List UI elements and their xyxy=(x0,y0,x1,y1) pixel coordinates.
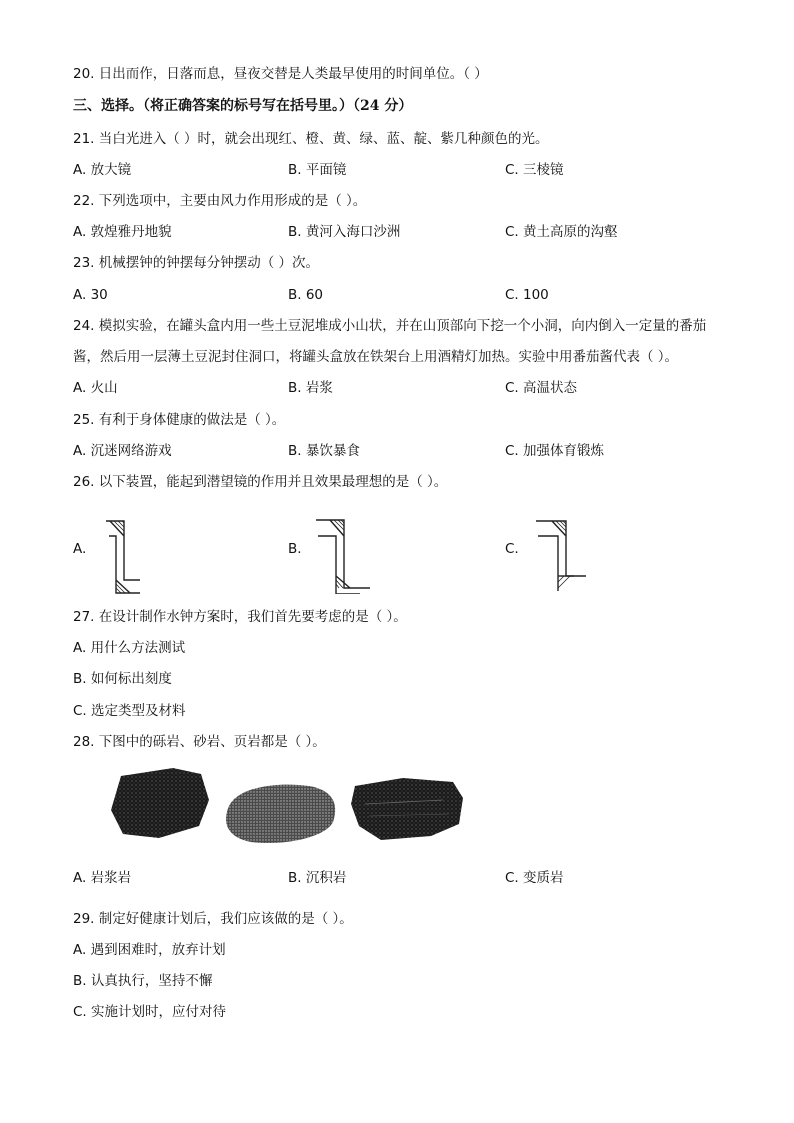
periscope-diagram-b-icon xyxy=(310,516,380,594)
question-21-option-c: C. 三棱镜 xyxy=(505,162,564,178)
question-28-option-b: B. 沉积岩 xyxy=(288,870,347,886)
question-29-option-a: A. 遇到困难时，放弃计划 xyxy=(73,942,226,958)
shale-rock-photo-icon xyxy=(351,778,463,840)
question-25-option-a: A. 沉迷网络游戏 xyxy=(73,443,172,459)
question-23-option-a: A. 30 xyxy=(73,287,108,303)
question-27-option-c: C. 选定类型及材料 xyxy=(73,703,186,719)
question-25-stem: 25. 有利于身体健康的做法是（ ）。 xyxy=(73,412,286,428)
question-24-option-a: A. 火山 xyxy=(73,380,118,396)
question-23-option-c: C. 100 xyxy=(505,287,549,303)
question-23-option-b: B. 60 xyxy=(288,287,324,303)
rock-photos-figure xyxy=(103,764,465,860)
question-24-stem-line-2: 酱，然后用一层薄土豆泥封住洞口，将罐头盒放在铁架台上用酒精灯加热。实验中用番茄酱代表（ ）。 xyxy=(73,349,679,365)
question-24-option-b: B. 岩浆 xyxy=(288,380,333,396)
sandstone-rock-photo-icon xyxy=(226,785,335,843)
question-27-option-a: A. 用什么方法测试 xyxy=(73,640,186,656)
question-20: 20. 日出而作，日落而息，昼夜交替是人类最早使用的时间单位。（ ） xyxy=(73,66,488,82)
question-21-option-a: A. 放大镜 xyxy=(73,162,132,178)
periscope-diagram-a-icon xyxy=(100,516,170,594)
question-21-option-b: B. 平面镜 xyxy=(288,162,347,178)
question-22-option-b: B. 黄河入海口沙洲 xyxy=(288,224,401,240)
question-29-option-c: C. 实施计划时，应付对待 xyxy=(73,1004,227,1020)
question-26-stem: 26. 以下装置，能起到潜望镜的作用并且效果最理想的是（ ）。 xyxy=(73,474,448,490)
question-21-stem: 21. 当白光进入（ ）时，就会出现红、橙、黄、绿、蓝、靛、紫几种颜色的光。 xyxy=(73,131,549,147)
question-28-option-a: A. 岩浆岩 xyxy=(73,870,132,886)
question-27-option-b: B. 如何标出刻度 xyxy=(73,671,172,687)
question-25-option-b: B. 暴饮暴食 xyxy=(288,443,360,459)
periscope-diagram-c-icon xyxy=(530,516,600,594)
conglomerate-rock-photo-icon xyxy=(111,768,209,838)
question-22-option-c: C. 黄土高原的沟壑 xyxy=(505,224,618,240)
question-24-stem-line-1: 24. 模拟实验，在罐头盒内用一些土豆泥堆成小山状，并在山顶部向下挖一个小洞，向内倒入一定量的番茄 xyxy=(73,318,707,334)
question-25-option-c: C. 加强体育锻炼 xyxy=(505,443,605,459)
question-29-option-b: B. 认真执行，坚持不懈 xyxy=(73,973,213,989)
question-24-option-c: C. 高温状态 xyxy=(505,380,578,396)
question-26-option-b: B. xyxy=(288,541,302,557)
question-22-option-a: A. 敦煌雅丹地貌 xyxy=(73,224,172,240)
section-3-heading: 三、选择。（将正确答案的标号写在括号里。）（24 分） xyxy=(73,98,413,114)
question-28-stem: 28. 下图中的砾岩、砂岩、页岩都是（ ）。 xyxy=(73,734,326,750)
question-26-option-a: A. xyxy=(73,541,87,557)
question-29-stem: 29. 制定好健康计划后，我们应该做的是（ ）。 xyxy=(73,911,353,927)
question-22-stem: 22. 下列选项中，主要由风力作用形成的是（ ）。 xyxy=(73,193,367,209)
question-26-option-c: C. xyxy=(505,541,519,557)
question-27-stem: 27. 在设计制作水钟方案时，我们首先要考虑的是（ ）。 xyxy=(73,609,407,625)
question-28-option-c: C. 变质岩 xyxy=(505,870,564,886)
question-23-stem: 23. 机械摆钟的钟摆每分钟摆动（ ）次。 xyxy=(73,255,320,271)
